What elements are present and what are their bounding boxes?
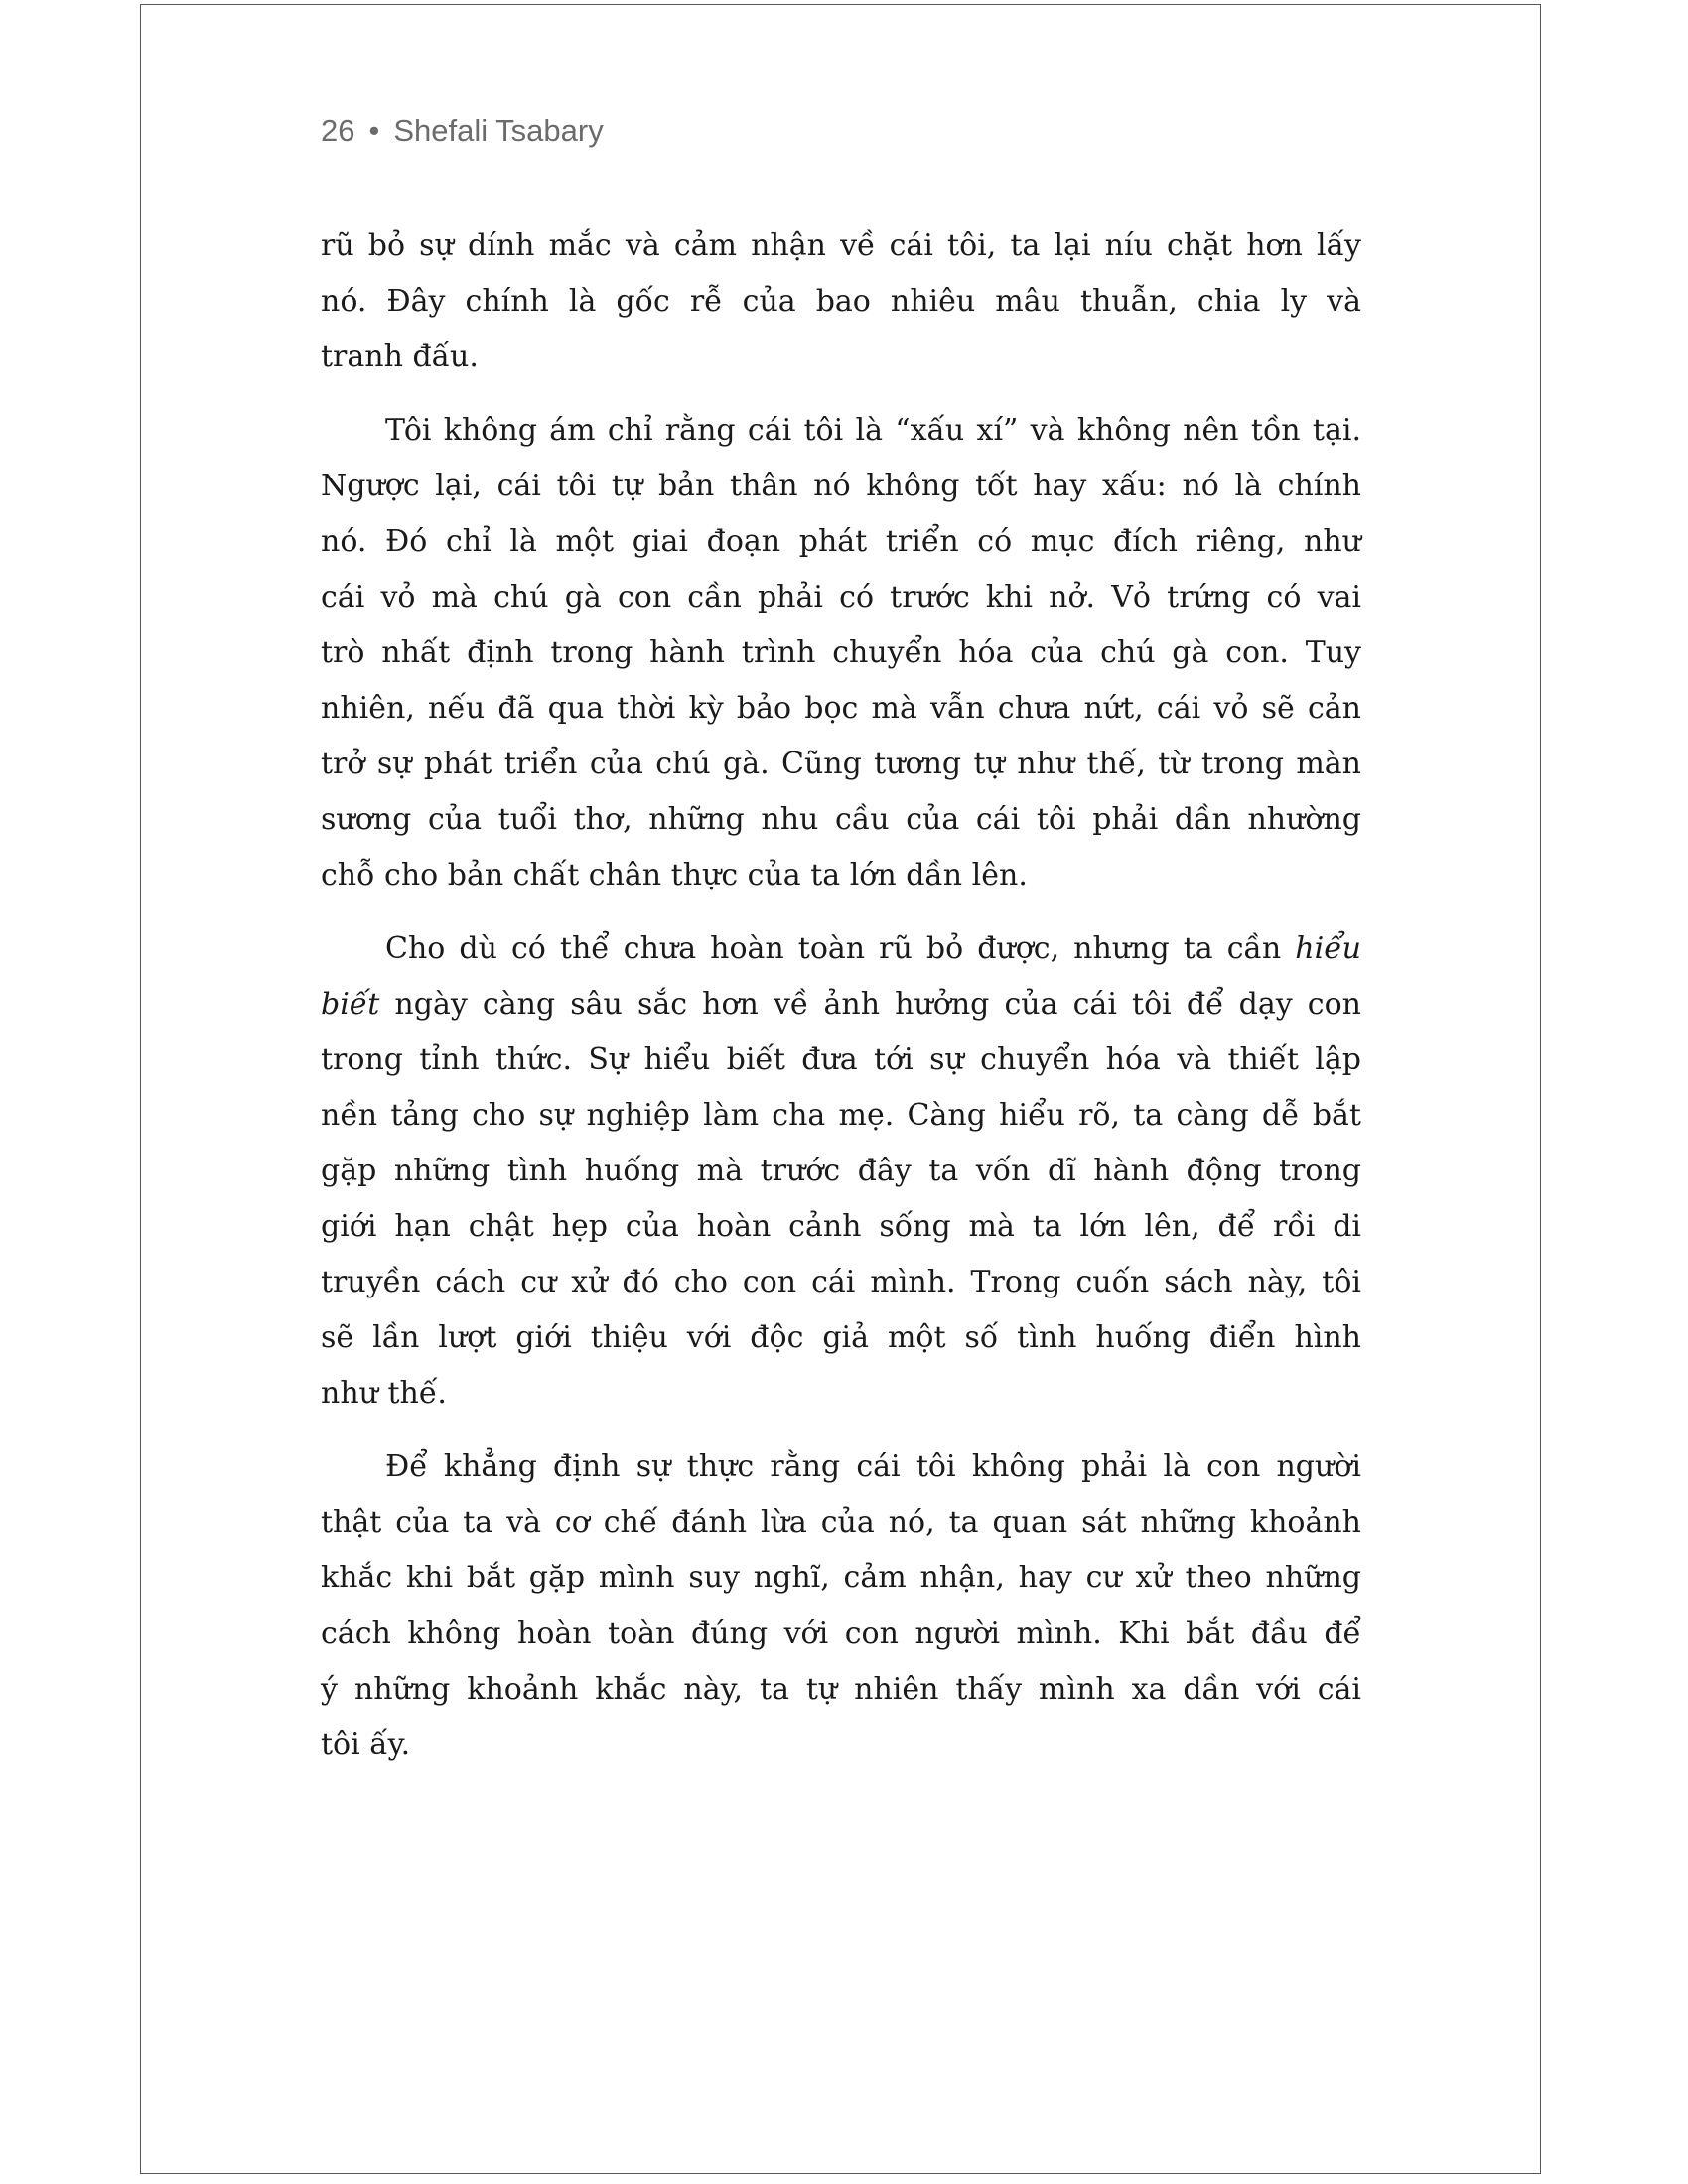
line-text: trò nhất định trong hành trình chuyển hóa của chú gà con. Tuy xyxy=(321,635,1361,670)
paragraph xyxy=(321,921,1361,1422)
line-text: truyền cách cư xử đó cho con cái mình. Trong cuốn sách này, tôi xyxy=(321,1265,1361,1299)
line-text: khắc khi bắt gặp mình suy nghĩ, cảm nhận, hay cư xử theo những xyxy=(321,1561,1361,1595)
line-text: Để khẳng định sự thực rằng cái tôi không phải là con người xyxy=(385,1449,1361,1484)
line-text: nó. Đây chính là gốc rễ của bao nhiêu mâu thuẫn, chia ly và xyxy=(321,284,1361,319)
line-text: Ngược lại, cái tôi tự bản thân nó không tốt hay xấu: nó là chính xyxy=(321,469,1361,503)
line-text: nó. Đó chỉ là một giai đoạn phát triển có mục đích riêng, như xyxy=(321,524,1361,559)
body-text xyxy=(321,218,1361,1791)
text-line xyxy=(321,1366,1361,1422)
line-text: Cho dù có thể chưa hoàn toàn rũ bỏ được, nhưng ta cần xyxy=(385,931,1296,966)
text-line xyxy=(321,848,1361,903)
text-line xyxy=(321,570,1361,625)
line-text: trong tỉnh thức. Sự hiểu biết đưa tới sự chuyển hóa và thiết lập xyxy=(321,1042,1361,1077)
line-text: ngày càng sâu sắc hơn về ảnh hưởng của cái tôi để dạy con xyxy=(379,987,1361,1022)
text-line xyxy=(321,1310,1361,1366)
line-text: giới hạn chật hẹp của hoàn cảnh sống mà ta lớn lên, để rồi di xyxy=(321,1209,1361,1244)
text-line xyxy=(321,1088,1361,1144)
line-text: rũ bỏ sự dính mắc và cảm nhận về cái tôi, ta lại níu chặt hơn lấy xyxy=(321,228,1361,263)
line-text: ý những khoảnh khắc này, ta tự nhiên thấy mình xa dần với cái xyxy=(321,1672,1361,1706)
text-line xyxy=(321,274,1361,330)
text-line xyxy=(321,681,1361,737)
text-line xyxy=(321,921,1361,977)
italic-text: biết xyxy=(321,987,380,1022)
text-line xyxy=(321,1439,1361,1495)
paragraph xyxy=(321,403,1361,903)
line-text: thật của ta và cơ chế đánh lừa của nó, ta quan sát những khoảnh xyxy=(321,1505,1361,1540)
line-text: gặp những tình huống mà trước đây ta vốn dĩ hành động trong xyxy=(321,1154,1361,1188)
paragraph xyxy=(321,1439,1361,1773)
text-line xyxy=(321,1495,1361,1551)
line-text: trở sự phát triển của chú gà. Cũng tương tự như thế, từ trong màn xyxy=(321,747,1361,781)
line-text: cách không hoàn toàn đúng với con người mình. Khi bắt đầu để xyxy=(321,1616,1361,1651)
text-line xyxy=(321,1199,1361,1255)
page-number: 26 xyxy=(321,113,355,148)
line-text: nền tảng cho sự nghiệp làm cha mẹ. Càng hiểu rõ, ta càng dễ bắt xyxy=(321,1098,1361,1133)
italic-text: hiểu xyxy=(1295,931,1361,966)
text-line xyxy=(321,1662,1361,1717)
line-text: cái vỏ mà chú gà con cần phải có trước khi nở. Vỏ trứng có vai xyxy=(321,580,1361,614)
text-line xyxy=(321,625,1361,681)
author-name: Shefali Tsabary xyxy=(393,113,604,148)
text-line xyxy=(321,459,1361,514)
text-line xyxy=(321,218,1361,274)
text-line xyxy=(321,1144,1361,1199)
text-line xyxy=(321,330,1361,385)
line-text: sẽ lần lượt giới thiệu với độc giả một số tình huống điển hình xyxy=(321,1320,1361,1355)
paragraph xyxy=(321,218,1361,385)
text-line xyxy=(321,977,1361,1032)
line-text: tôi ấy. xyxy=(321,1727,411,1762)
line-text: tranh đấu. xyxy=(321,340,479,374)
text-line xyxy=(321,1255,1361,1310)
text-line xyxy=(321,1032,1361,1088)
line-text: chỗ cho bản chất chân thực của ta lớn dần lên. xyxy=(321,858,1028,892)
separator-bullet: • xyxy=(368,113,380,148)
text-line xyxy=(321,403,1361,459)
line-text: Tôi không ám chỉ rằng cái tôi là “xấu xí” và không nên tồn tại. xyxy=(385,413,1361,448)
text-line xyxy=(321,792,1361,848)
text-line xyxy=(321,1717,1361,1773)
text-line xyxy=(321,1606,1361,1662)
running-header xyxy=(321,113,604,149)
text-line xyxy=(321,1551,1361,1606)
text-line xyxy=(321,737,1361,792)
line-text: như thế. xyxy=(321,1376,447,1411)
text-line xyxy=(321,514,1361,570)
line-text: nhiên, nếu đã qua thời kỳ bảo bọc mà vẫn chưa nứt, cái vỏ sẽ cản xyxy=(321,691,1361,726)
line-text: sương của tuổi thơ, những nhu cầu của cái tôi phải dần nhường xyxy=(321,802,1361,837)
